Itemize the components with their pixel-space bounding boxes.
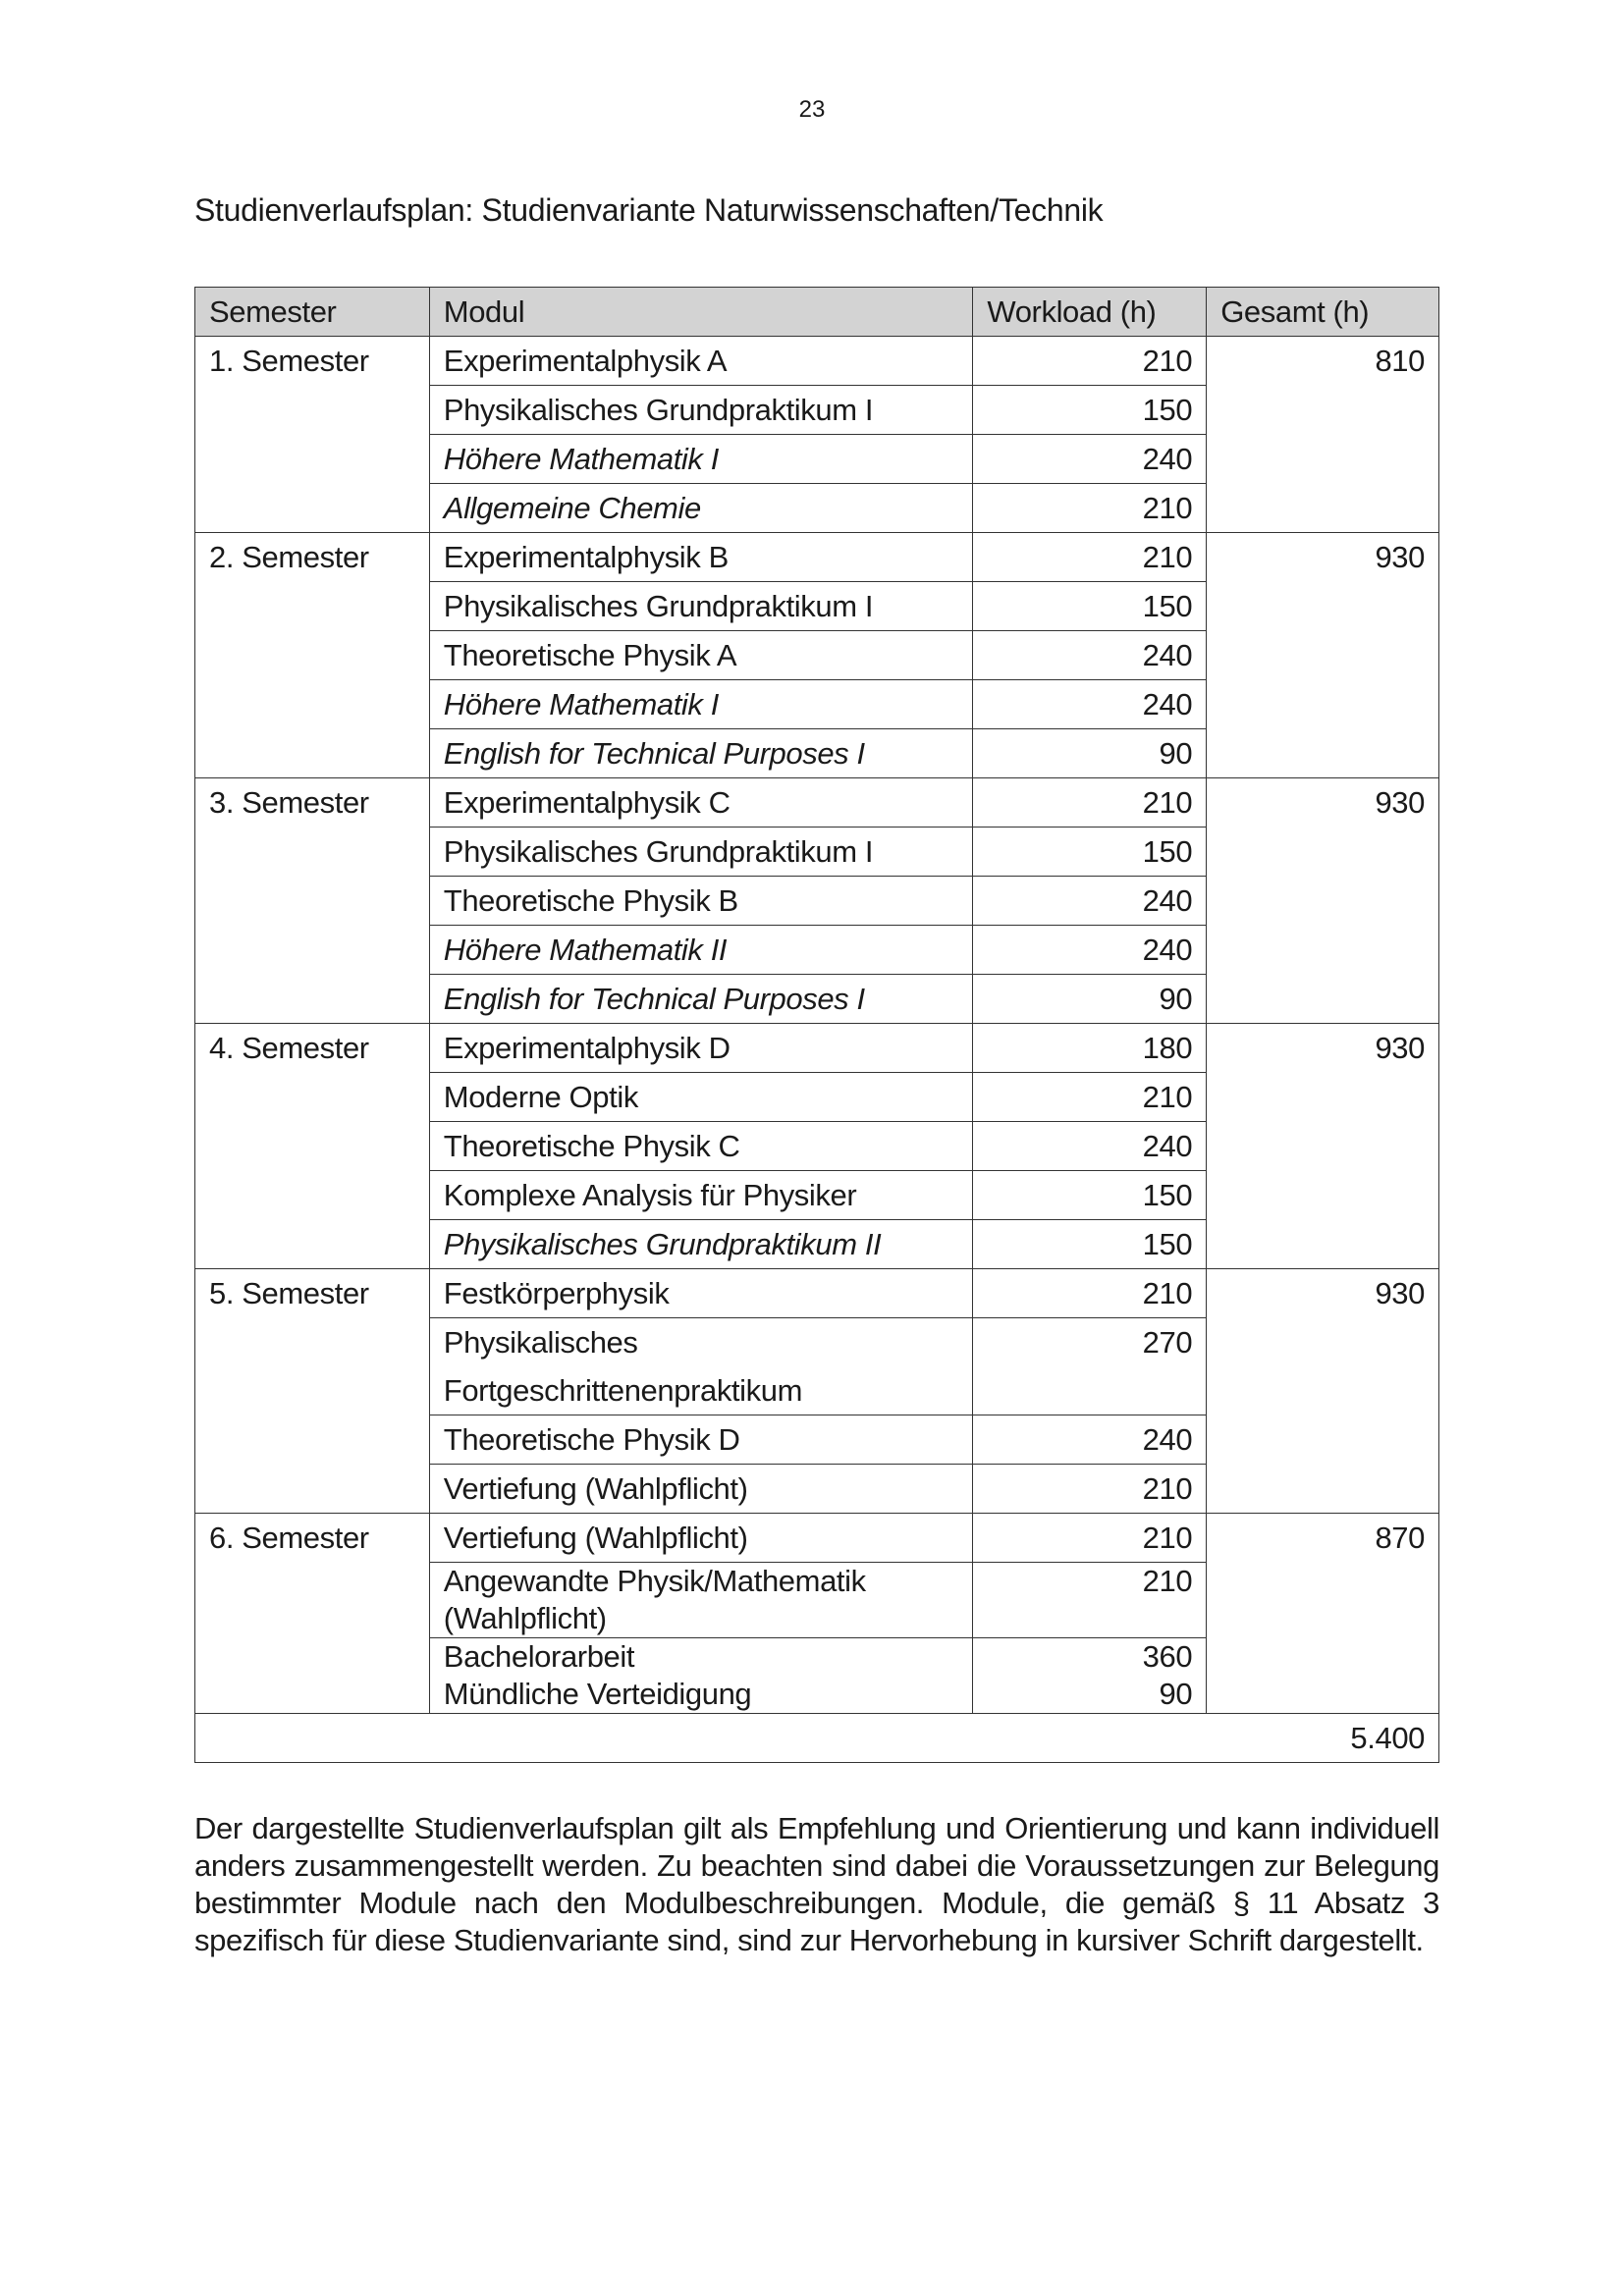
module-workload: 240 <box>973 680 1207 729</box>
module-name: Physikalisches Grundpraktikum I <box>429 828 973 877</box>
module-name: Theoretische Physik C <box>429 1122 973 1171</box>
page-title: Studienverlaufsplan: Studienvariante Naturwissenschaften/Technik <box>194 192 1104 228</box>
module-workload: 210 <box>973 484 1207 533</box>
semester-label: 6. Semester <box>195 1514 430 1714</box>
module-name: Vertiefung (Wahlpflicht) <box>429 1514 973 1563</box>
module-name: Komplexe Analysis für Physiker <box>429 1171 973 1220</box>
module-workload: 270 <box>973 1318 1207 1415</box>
module-name: Theoretische Physik D <box>429 1415 973 1465</box>
study-plan-table <box>194 287 1439 1763</box>
module-workload: 210 <box>973 1465 1207 1514</box>
semester-label: 1. Semester <box>195 337 430 533</box>
module-name <box>429 1638 973 1714</box>
header-workload: Workload (h) <box>973 288 1207 337</box>
semester-total: 930 <box>1207 1269 1439 1514</box>
module-name: Vertiefung (Wahlpflicht) <box>429 1465 973 1514</box>
explanatory-note: Der dargestellte Studienverlaufsplan gilt als Empfehlung und Orientierung und kann individuell anders zusammengestellt werden. Zu beachten sind dabei die Voraussetzungen zur Belegung bestimmter Module nach den Modulbeschreibungen. Module, die gemäß § 11 Absatz 3 spezifisch für diese Studienvariante sind, sind zur Hervorhebung in kursiver Schrift dargestellt. <box>194 1811 1439 1957</box>
header-gesamt: Gesamt (h) <box>1207 288 1439 337</box>
module-workload: 240 <box>973 1122 1207 1171</box>
table-row <box>195 778 1439 828</box>
module-name: Physikalisches Fortgeschrittenenpraktikum <box>429 1318 973 1415</box>
module-workload: 210 <box>973 1514 1207 1563</box>
module-name: Festkörperphysik <box>429 1269 973 1318</box>
module-name: English for Technical Purposes I <box>429 975 973 1024</box>
semester-total: 930 <box>1207 778 1439 1024</box>
grand-total-row <box>195 1714 1439 1763</box>
module-name-line: Angewandte Physik/Mathematik <box>443 1564 866 1598</box>
module-name: Theoretische Physik B <box>429 877 973 926</box>
table-header-row <box>195 288 1439 337</box>
table-row <box>195 1514 1439 1563</box>
module-workload: 240 <box>973 877 1207 926</box>
header-semester: Semester <box>195 288 430 337</box>
module-name: English for Technical Purposes I <box>429 729 973 778</box>
module-workload: 150 <box>973 1171 1207 1220</box>
module-name: Physikalisches Grundpraktikum I <box>429 386 973 435</box>
module-workload: 210 <box>973 337 1207 386</box>
module-workload: 240 <box>973 926 1207 975</box>
module-name-line: (Wahlpflicht) <box>443 1601 607 1635</box>
semester-total: 930 <box>1207 1024 1439 1269</box>
table-row <box>195 1024 1439 1073</box>
module-name: Höhere Mathematik I <box>429 435 973 484</box>
semester-label: 2. Semester <box>195 533 430 778</box>
module-name <box>429 1563 973 1638</box>
module-workload: 210 <box>973 1073 1207 1122</box>
semester-label: 3. Semester <box>195 778 430 1024</box>
module-name: Experimentalphysik C <box>429 778 973 828</box>
module-workload <box>973 1638 1207 1714</box>
page-number: 23 <box>798 96 826 123</box>
module-workload: 150 <box>973 386 1207 435</box>
module-workload-value: 360 <box>1142 1639 1193 1674</box>
module-workload: 210 <box>973 533 1207 582</box>
module-workload: 90 <box>973 975 1207 1024</box>
semester-total: 870 <box>1207 1514 1439 1714</box>
module-name: Theoretische Physik A <box>429 631 973 680</box>
table-row <box>195 533 1439 582</box>
semester-label: 4. Semester <box>195 1024 430 1269</box>
module-name-line: Bachelorarbeit <box>443 1639 635 1674</box>
module-workload: 150 <box>973 828 1207 877</box>
module-workload: 210 <box>973 1269 1207 1318</box>
table-row <box>195 1269 1439 1318</box>
semester-label: 5. Semester <box>195 1269 430 1514</box>
module-workload: 150 <box>973 582 1207 631</box>
module-name: Experimentalphysik A <box>429 337 973 386</box>
module-workload <box>973 1563 1207 1638</box>
module-name: Experimentalphysik B <box>429 533 973 582</box>
module-workload: 150 <box>973 1220 1207 1269</box>
module-workload: 180 <box>973 1024 1207 1073</box>
module-workload: 240 <box>973 435 1207 484</box>
module-workload-value: 90 <box>1159 1677 1193 1711</box>
semester-total: 810 <box>1207 337 1439 533</box>
module-workload: 210 <box>973 778 1207 828</box>
module-name: Allgemeine Chemie <box>429 484 973 533</box>
module-name: Höhere Mathematik I <box>429 680 973 729</box>
module-workload: 240 <box>973 1415 1207 1465</box>
table-row <box>195 337 1439 386</box>
module-name: Moderne Optik <box>429 1073 973 1122</box>
module-name: Experimentalphysik D <box>429 1024 973 1073</box>
module-name: Höhere Mathematik II <box>429 926 973 975</box>
header-modul: Modul <box>429 288 973 337</box>
semester-total: 930 <box>1207 533 1439 778</box>
grand-total: 5.400 <box>195 1714 1439 1763</box>
module-workload: 90 <box>973 729 1207 778</box>
module-name: Physikalisches Grundpraktikum I <box>429 582 973 631</box>
module-workload: 240 <box>973 631 1207 680</box>
module-workload-value: 210 <box>1142 1564 1193 1598</box>
module-name: Physikalisches Grundpraktikum II <box>429 1220 973 1269</box>
module-name-line: Mündliche Verteidigung <box>443 1677 752 1711</box>
